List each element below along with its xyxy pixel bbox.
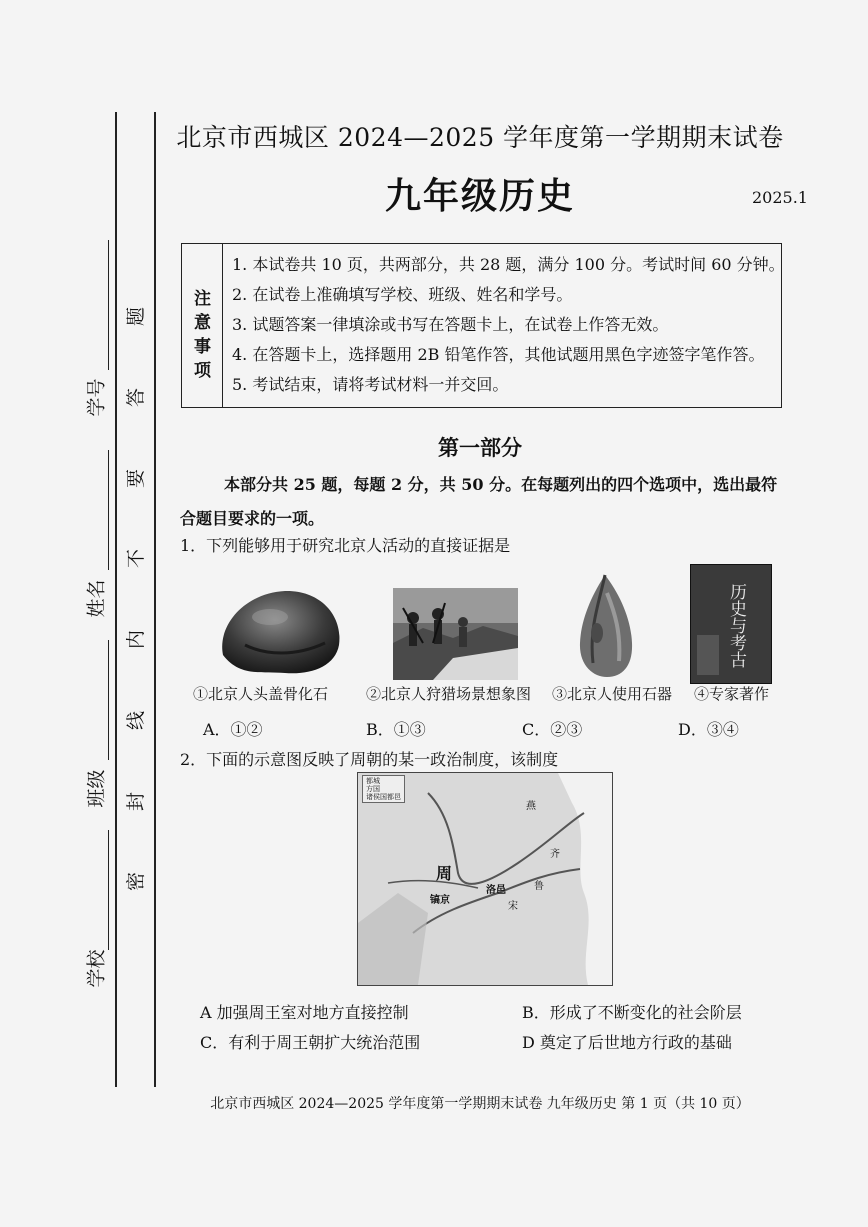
field-line-class [108, 640, 109, 760]
question-2-stem: 2．下面的示意图反映了周朝的某一政治制度，该制度 [180, 750, 559, 769]
expert-book-image [690, 564, 772, 684]
hunting-scene-image [393, 588, 518, 680]
q1-caption: ④专家著作 [694, 685, 770, 703]
map-label-yan: 燕 [526, 801, 536, 812]
map-label-haojing: 镐京 [430, 895, 450, 906]
field-student-id: 学号 [85, 378, 108, 417]
legend-item: 诸侯国都邑 [366, 793, 401, 801]
q2-option-b: B．形成了不断变化的社会阶层 [522, 1003, 742, 1022]
notice-item: 3. 试题答案一律填涂或书写在答题卡上，在试卷上作答无效。 [232, 315, 669, 334]
section-title: 第一部分 [438, 435, 522, 460]
page-footer: 北京市西城区 2024—2025 学年度第一学期期末试卷 九年级历史 第 1 页（共 10 页） [210, 1096, 750, 1112]
seal-char: 线 [125, 710, 148, 731]
map-label-luoyi: 洛邑 [486, 885, 506, 896]
field-name: 姓名 [85, 579, 108, 618]
q2-option-c: C．有利于周王朝扩大统治范围 [200, 1033, 421, 1052]
seal-char: 不 [125, 548, 148, 569]
field-line-school [108, 830, 109, 950]
margin-rule-outer [115, 112, 117, 1087]
q1-option-a: A．①② [203, 720, 263, 739]
q1-option-b: B．①③ [366, 720, 426, 739]
notice-item: 5. 考试结束，请将考试材料一并交回。 [232, 375, 509, 394]
map-label-lu: 鲁 [534, 881, 544, 892]
book-title: 历史与考古 [726, 583, 746, 668]
seal-char: 答 [125, 387, 148, 408]
field-line-name [108, 450, 109, 570]
notice-item: 1. 本试卷共 10 页，共两部分，共 28 题，满分 100 分。考试时间 60 分钟。 [232, 255, 785, 274]
q1-caption: ③北京人使用石器 [552, 685, 673, 703]
skull-fossil-image [215, 585, 345, 680]
notice-box [181, 243, 785, 408]
exam-subject: 九年级历史 [384, 175, 575, 217]
exam-date: 2025.1 [752, 188, 808, 207]
stone-tool-image [575, 573, 637, 681]
notice-heading [182, 244, 223, 407]
field-class: 班级 [85, 769, 108, 808]
notice-heading-char: 项 [194, 361, 211, 381]
q1-caption: ①北京人头盖骨化石 [193, 685, 329, 703]
book-decoration [697, 635, 719, 675]
field-line-student-id [108, 240, 109, 370]
field-school: 学校 [85, 949, 108, 988]
map-legend [362, 775, 405, 803]
section-intro: 本部分共 25 题，每题 2 分，共 50 分。在每题列出的四个选项中，选出最符合题目要求的一项。 [180, 475, 778, 528]
legend-item: 都城 [366, 777, 380, 785]
seal-char: 封 [125, 791, 148, 812]
q2-option-a: A 加强周王室对地方直接控制 [200, 1003, 409, 1022]
q1-option-d: D．③④ [678, 720, 739, 739]
notice-item: 2. 在试卷上准确填写学校、班级、姓名和学号。 [232, 285, 573, 304]
notice-heading-char: 注 [194, 289, 211, 309]
exam-title: 北京市西城区 2024—2025 学年度第一学期期末试卷 [176, 123, 784, 152]
map-label-qi: 齐 [550, 849, 560, 860]
legend-item: 方国 [366, 785, 380, 793]
q1-caption: ②北京人狩猎场景想象图 [366, 685, 532, 703]
question-1-stem: 1．下列能够用于研究北京人活动的直接证据是 [180, 536, 511, 555]
zhou-fenfeng-map [357, 772, 613, 986]
map-label-zhou: 周 [436, 864, 453, 883]
seal-char: 内 [125, 629, 148, 650]
q1-option-c: C．②③ [522, 720, 583, 739]
margin-rule-inner [154, 112, 156, 1087]
map-label-song: 宋 [508, 901, 518, 912]
q2-option-d: D 奠定了后世地方行政的基础 [522, 1033, 732, 1052]
seal-char: 密 [125, 871, 148, 892]
seal-char: 题 [125, 306, 148, 327]
notice-item: 4. 在答题卡上，选择题用 2B 铅笔作答，其他试题用黑色字迹签字笔作答。 [232, 345, 765, 364]
seal-char: 要 [125, 468, 148, 489]
notice-heading-char: 事 [194, 337, 211, 357]
notice-heading-char: 意 [194, 313, 211, 333]
